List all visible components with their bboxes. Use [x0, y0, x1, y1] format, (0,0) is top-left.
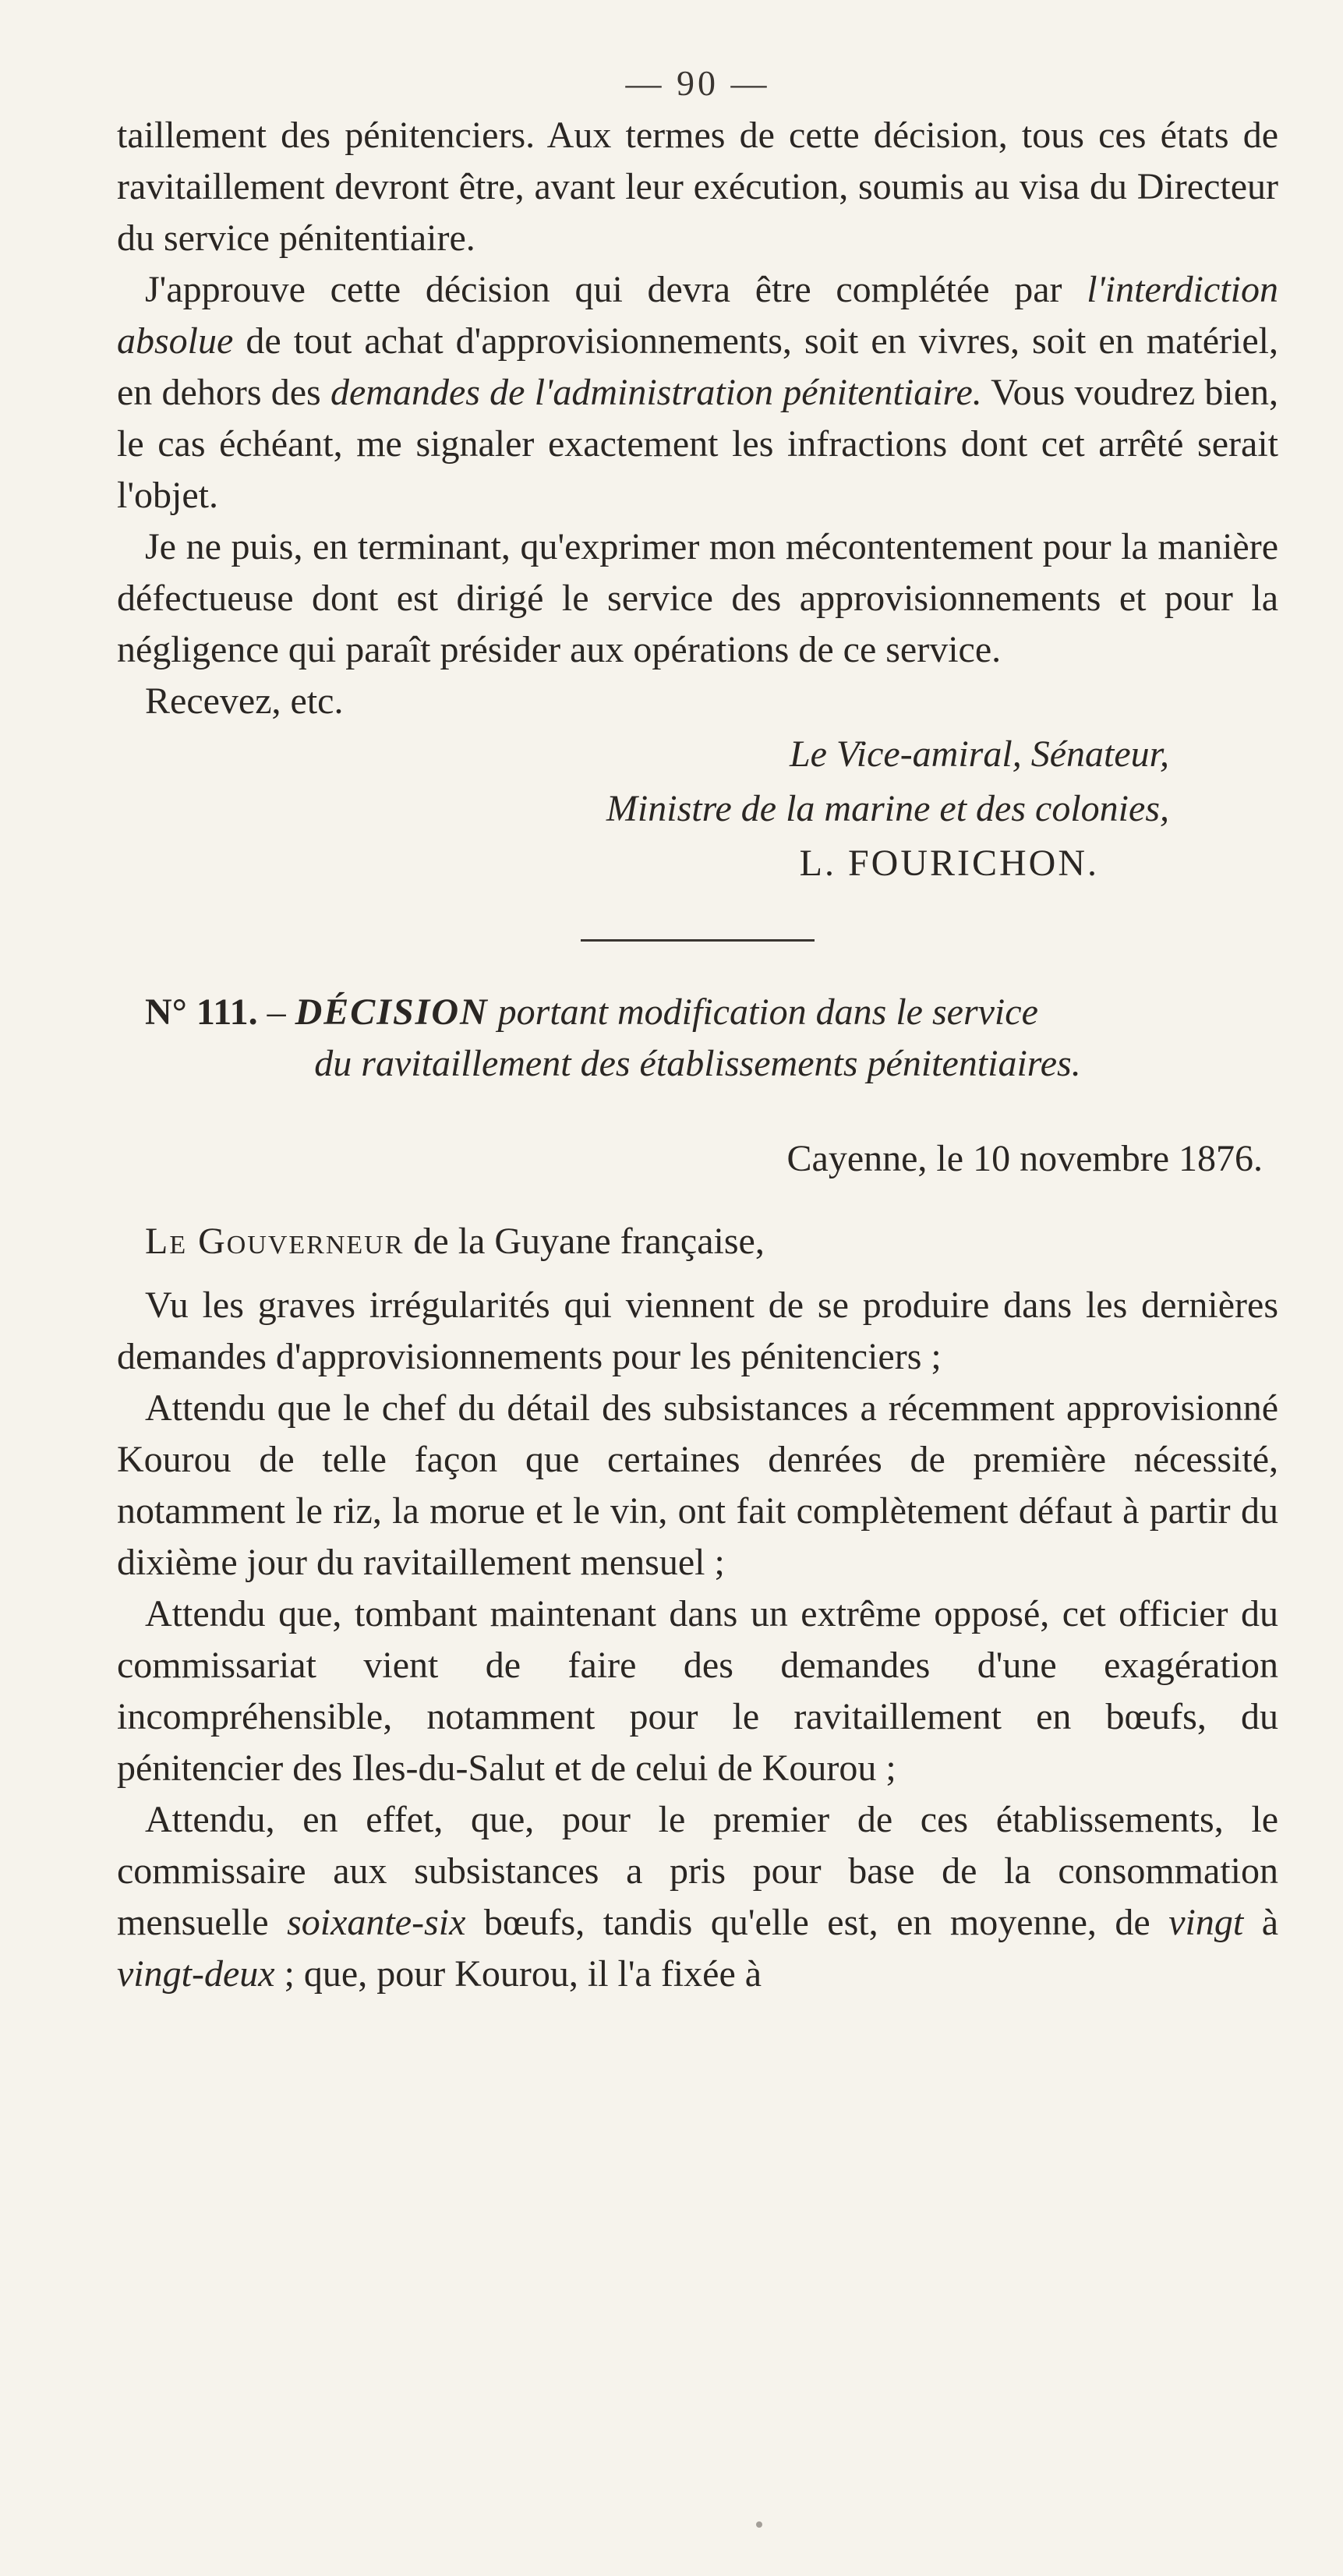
- attendu3-text-c: bœufs, tandis qu'elle est, en moyenne, de: [465, 1902, 1169, 1943]
- attendu3-text-e: à: [1243, 1902, 1278, 1943]
- section-divider: [581, 939, 815, 942]
- dateline: Cayenne, le 10 novembre 1876.: [786, 1138, 1263, 1179]
- decision-heading: [117, 987, 1278, 1038]
- decision-number: N° 111.: [145, 991, 258, 1033]
- decision-subject: portant modification dans le service: [488, 991, 1038, 1033]
- paragraph-attendu-3: [117, 1794, 1278, 2000]
- attendu3-text-a: Attendu, en effet, que, pour le premier de ces établissements, le commissaire aux subsistances a pris pour base de la consommation mensuelle: [117, 1799, 1278, 1943]
- approval-text-a: J'approuve cette décision qui devra être complétée par: [145, 269, 1087, 310]
- attendu3-text-g: ; que, pour Kourou, il l'a fixée à: [274, 1953, 762, 1995]
- signature-office: Ministre de la marine et des colonies,: [606, 788, 1169, 829]
- governor-title: Le Gouverneur: [145, 1221, 405, 1262]
- signature-name: L. FOURICHON.: [799, 843, 1099, 884]
- attendu3-emphasis-vingt: vingt: [1168, 1902, 1244, 1943]
- paragraph-attendu-2: Attendu que, tombant maintenant dans un extrême opposé, cet officier du commissariat vient de faire des demandes d'une exagération incompréhensible, notamment pour le ravitaillement en bœufs, du pénitencier des Iles-du-Salut et de celui de Kourou ;: [117, 1593, 1278, 1789]
- governor-territory: de la Guyane française,: [404, 1221, 765, 1262]
- attendu3-emphasis-vingt-deux: vingt-deux: [117, 1953, 275, 1995]
- paragraph-continuation: taillement des pénitenciers. Aux termes de cette décision, tous ces états de ravitaillement devront être, avant leur exécution, soumis au visa du Directeur du service pénitentiaire.: [117, 115, 1278, 259]
- approval-text-c: de tout achat d'approvisionnements, soit en vivres, soit en matériel, en dehors des: [117, 320, 1278, 413]
- paragraph-vu: Vu les graves irrégularités qui viennent de se produire dans les dernières demandes d'approvisionnements pour les pénitenciers ;: [117, 1284, 1278, 1377]
- governor-line: [117, 1216, 1278, 1267]
- paragraph-approval: [117, 264, 1278, 521]
- document-page: [117, 62, 1278, 2000]
- decision-subject-line2: du ravitaillement des établissements pénitentiaires.: [314, 1043, 1081, 1084]
- approval-emphasis-interdiction: l'interdiction absolue: [117, 269, 1278, 362]
- page-number: — 90 —: [625, 63, 770, 103]
- signature-title: Le Vice-amiral, Sénateur,: [789, 733, 1169, 775]
- attendu3-emphasis-soixante-six: soixante-six: [287, 1902, 466, 1943]
- closing-formula: Recevez, etc.: [145, 680, 344, 722]
- decision-label: DÉCISION: [295, 991, 489, 1033]
- approval-text-e: Vous voudrez bien, le cas échéant, me signaler exactement les infractions dont cet arrêté serait l'objet.: [117, 372, 1279, 516]
- decision-dash: –: [257, 991, 295, 1033]
- paper-speck: [756, 2521, 762, 2528]
- approval-emphasis-demandes: demandes de l'administration pénitentiaire.: [330, 372, 982, 413]
- paragraph-discontent: Je ne puis, en terminant, qu'exprimer mon mécontentement pour la manière défectueuse dont est dirigé le service des approvisionnements et pour la négligence qui paraît présider aux opérations de ce service.: [117, 526, 1278, 670]
- paragraph-attendu-1: Attendu que le chef du détail des subsistances a récemment approvisionné Kourou de telle façon que certaines denrées de première nécessité, notamment le riz, la morue et le vin, ont fait complètement défaut à partir du dixième jour du ravitaillement mensuel ;: [117, 1387, 1278, 1583]
